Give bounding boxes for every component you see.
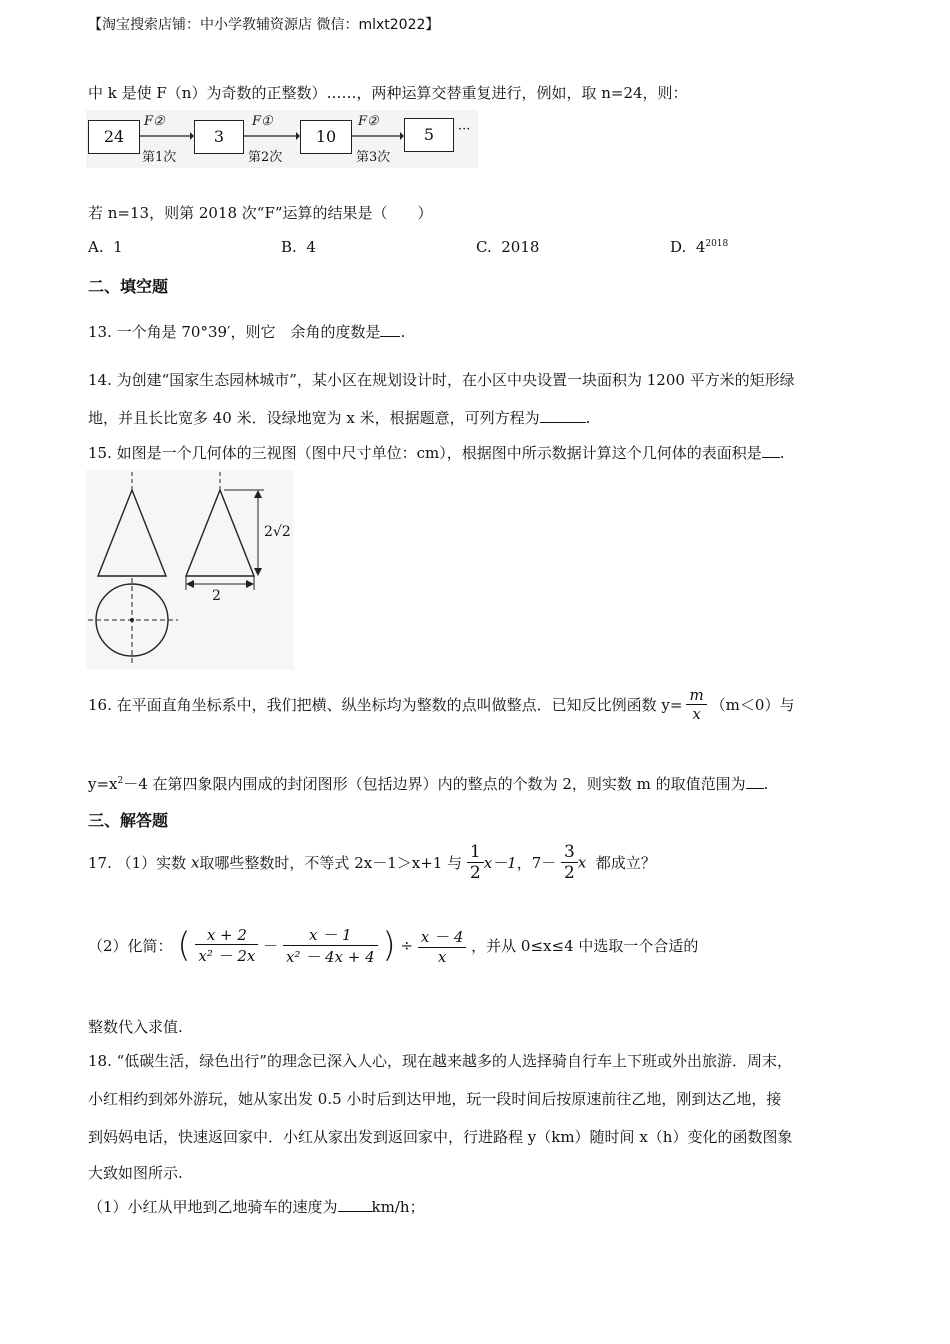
flow-box-1: 24 — [88, 120, 140, 154]
q15-blank — [762, 445, 780, 458]
flow-ellipsis: ··· — [458, 122, 471, 137]
q17-g3-num: x － 4 — [420, 927, 464, 946]
three-view-figure — [86, 470, 294, 670]
q17-divide: ÷ — [400, 936, 414, 955]
height-label: 2√2 — [264, 524, 291, 540]
q17-var-x: x — [190, 853, 200, 872]
option-b-letter: B. — [281, 238, 297, 256]
q18-line-4: 大致如图所示. — [88, 1164, 183, 1182]
q17-p1-d: ，7－ — [516, 854, 557, 872]
option-a — [88, 238, 123, 256]
q14-end: . — [585, 409, 591, 427]
q16-line-2 — [88, 773, 768, 794]
q18-line-3: 到妈妈电话，快速返回家中．小红从家出发到返回家中，行进路程 y（km）随时间 x（h）变化的函数图象 — [88, 1128, 793, 1146]
option-c-value: 2018 — [501, 238, 540, 256]
q17-frac-g2 — [283, 924, 378, 967]
q13-text: 13. 一个角是 70°39′，则它 余角的度数是 — [88, 323, 381, 341]
q18-sub-1-text: （1）小红从甲地到乙地骑车的速度为 — [88, 1198, 338, 1216]
q17-frac-1 — [467, 842, 484, 883]
flow-step-2: 第2次 — [248, 150, 283, 165]
q16-frac-num: m — [689, 686, 704, 704]
q13 — [88, 321, 405, 342]
q16-end: . — [763, 775, 769, 793]
q13-blank — [380, 324, 400, 337]
q15 — [88, 442, 785, 463]
flow-box-2: 3 — [194, 120, 244, 154]
flow-box-3: 10 — [300, 120, 352, 154]
intro-line: 中 k 是使 F（n）为奇数的正整数）……，两种运算交替重复进行，例如，取 n=24，则： — [88, 84, 688, 102]
q17-p2-b: ，并从 0≤x≤4 中选取一个合适的 — [471, 937, 699, 955]
option-c-letter: C. — [476, 238, 492, 256]
q18-sub-1 — [88, 1196, 425, 1217]
q14-blank — [540, 410, 586, 423]
flow-step-3: 第3次 — [356, 150, 391, 165]
q15-text: 15. 如图是一个几何体的三视图（图中尺寸单位：cm），根据图中所示数据计算这个几何体的表面积是 — [88, 444, 762, 462]
option-c — [476, 238, 539, 256]
q16-blank — [746, 776, 764, 789]
q16-fraction — [686, 686, 706, 723]
q17-frac-2-den: 2 — [561, 862, 578, 883]
q16-line-1 — [88, 686, 794, 723]
q17-p1-f: 都成立？ — [595, 854, 656, 872]
q16-line-2-sup: 2 — [117, 776, 124, 786]
q17-p2-c: 整数代入求值. — [88, 1018, 183, 1036]
q16-line-1-tail: （m＜0）与 — [710, 696, 795, 714]
flow-box-4: 5 — [404, 118, 454, 152]
q18-line-1: 18. “低碳生活，绿色出行”的理念已深入人心，现在越来越多的人选择骑自行车上下班或外出旅游．周末， — [88, 1052, 792, 1070]
q16-line-2-text: －4 在第四象限内围成的封闭图形（包括边界）内的整点的个数为 2，则实数 m 的取值范围为 — [123, 775, 746, 793]
flow-op-2: F① — [252, 114, 273, 129]
q16-line-1-text: 16. 在平面直角坐标系中，我们把横、纵坐标均为整数的点叫做整点．已知反比例函数 y= — [88, 696, 683, 714]
q17-frac-2-num: 3 — [564, 842, 575, 862]
option-a-value: 1 — [113, 238, 123, 256]
q17-part-2 — [88, 924, 698, 967]
q14-line-2-text: 地，并且长比宽多 40 米．设绿地宽为 x 米，根据题意，可列方程为 — [88, 409, 540, 427]
q17-g2-den: x² － 4x + 4 — [283, 945, 378, 967]
q15-end: . — [779, 444, 785, 462]
q14-line-1: 14. 为创建“国家生态园林城市”，某小区在规划设计时，在小区中央设置一块面积为 1200 平方米的矩形绿 — [88, 371, 795, 389]
q14-line-2 — [88, 407, 590, 428]
flow-step-1: 第1次 — [142, 150, 177, 165]
q17-p1-e: x — [577, 853, 587, 872]
q17-g1-den: x² － 2x — [195, 944, 258, 966]
flow-op-1: F② — [144, 114, 165, 129]
section-2-title: 二、填空题 — [88, 277, 169, 296]
q17-p1-c: x－1 — [483, 854, 517, 872]
option-d-base: 4 — [695, 238, 706, 256]
flow-op-3: F② — [358, 114, 379, 129]
q18-line-2: 小红相约到郊外游玩，她从家出发 0.5 小时后到达甲地，玩一段时间后按原速前往乙地，刚到达乙地，接 — [88, 1090, 782, 1108]
q17-p2-a: （2）化简： — [88, 937, 173, 955]
q17-p1-a: 17. （1）实数 — [88, 854, 187, 872]
option-d-letter: D. — [670, 238, 687, 256]
width-label: 2 — [212, 588, 221, 604]
q16-frac-den: x — [686, 704, 706, 723]
q18-blank — [338, 1199, 372, 1212]
q17-minus: － — [263, 937, 279, 955]
q17-frac-g1 — [195, 926, 258, 966]
q17-frac-1-den: 2 — [467, 862, 484, 883]
header-banner: 【淘宝搜索店铺：中小学教辅资源店 微信：mlxt2022】 — [88, 17, 440, 33]
option-d-exponent: 2018 — [705, 239, 729, 249]
three-view-drawing — [86, 470, 294, 670]
option-d — [670, 238, 728, 256]
q17-left-paren: ( — [177, 925, 191, 966]
q17-frac-2 — [561, 842, 578, 883]
q17-part-1 — [88, 842, 656, 883]
operation-flow-diagram — [86, 110, 478, 168]
q13-end: . — [400, 323, 406, 341]
q18-sub-1-end: km/h； — [371, 1198, 425, 1216]
q16-line-2-y: y=x — [88, 775, 118, 793]
section-3-title: 三、解答题 — [88, 811, 169, 830]
q17-g1-num: x + 2 — [206, 925, 247, 944]
q17-frac-1-num: 1 — [469, 842, 481, 862]
q17-g2-num: x － 1 — [309, 926, 352, 944]
q12-question: 若 n=13，则第 2018 次“F”运算的结果是（ ） — [88, 204, 433, 222]
option-a-letter: A. — [88, 238, 104, 256]
option-b-value: 4 — [306, 238, 316, 256]
q17-right-paren: ) — [382, 925, 396, 966]
q17-p1-b: 取哪些整数时，不等式 2x－1＞x+1 与 — [199, 854, 463, 872]
option-b — [281, 238, 316, 256]
q17-frac-g3 — [418, 926, 467, 966]
q17-g3-den: x — [418, 947, 467, 966]
